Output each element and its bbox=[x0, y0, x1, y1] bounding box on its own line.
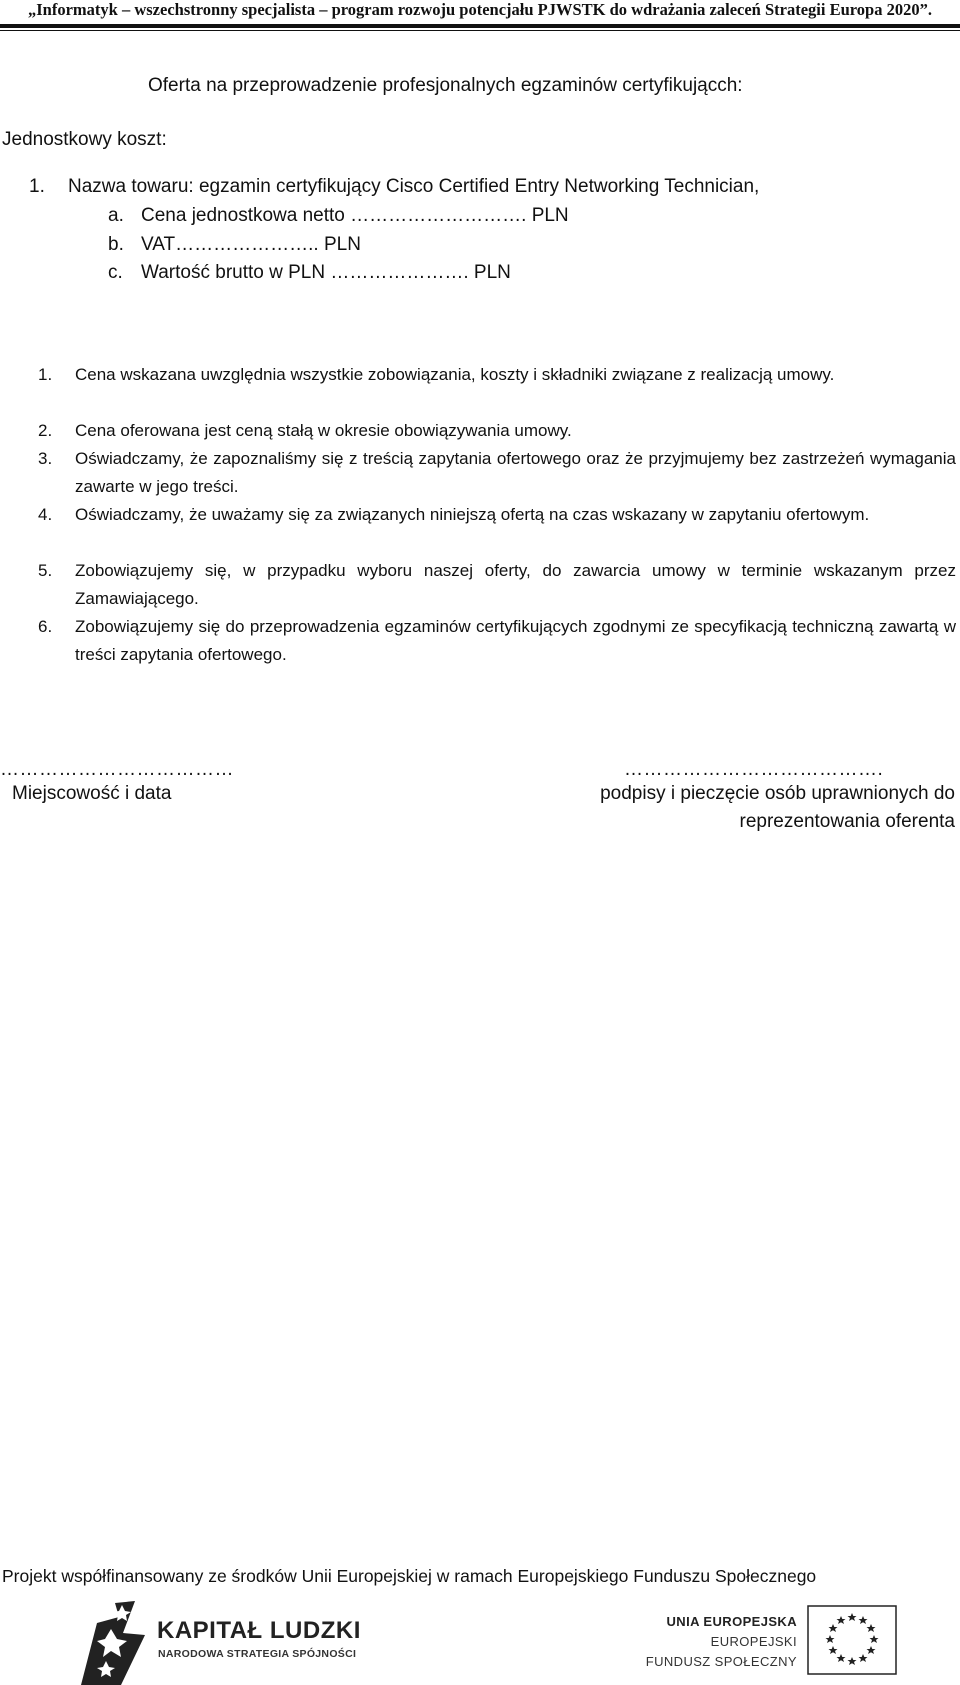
header-rule bbox=[0, 24, 960, 28]
declaration-text: Cena oferowana jest ceną stałą w okresie obowiązywania umowy. bbox=[75, 421, 572, 440]
declaration-number: 1. bbox=[38, 365, 53, 384]
item-name: Nazwa towaru: egzamin certyfikujący Cisco Certified Entry Networking Technician, bbox=[68, 176, 760, 197]
unit-cost-label: Jednostkowy koszt: bbox=[2, 129, 167, 150]
vat-field: VAT………………….. PLN bbox=[141, 234, 361, 255]
eu-label: UNIA EUROPEJSKA bbox=[666, 1614, 797, 1629]
offer-title: Oferta na przeprowadzenie profesjonalnych egzaminów certyfikującch: bbox=[148, 75, 743, 96]
declaration-number: 6. bbox=[38, 617, 53, 636]
gross-value-field: Wartość brutto w PLN …………………. PLN bbox=[141, 262, 511, 283]
place-date-line: ……………………………… bbox=[0, 759, 234, 780]
eu-flag-icon bbox=[807, 1605, 897, 1675]
sub-item-letter: b. bbox=[108, 234, 124, 255]
sub-item-letter: a. bbox=[108, 205, 124, 226]
declaration-number: 5. bbox=[38, 561, 53, 580]
eu-fund-label-continued: FUNDUSZ SPOŁECZNY bbox=[645, 1654, 797, 1669]
sub-item-letter: c. bbox=[108, 262, 123, 283]
item-number: 1. bbox=[29, 176, 45, 197]
declaration-text: Zobowiązujemy się, w przypadku wyboru naszej oferty, do zawarcia umowy w terminie wskazanym przez Zamawiającego. bbox=[75, 561, 956, 608]
declaration-text: Oświadczamy, że zapoznaliśmy się z treścią zapytania ofertowego oraz że przyjmujemy bez zastrzeżeń wymagania zawarte w jego treści. bbox=[75, 449, 956, 496]
declaration-text: Cena wskazana uwzględnia wszystkie zobowiązania, koszty i składniki związane z realizacją umowy. bbox=[75, 365, 835, 384]
net-price-field: Cena jednostkowa netto ………………………. PLN bbox=[141, 205, 569, 226]
eu-fund-label: EUROPEJSKI bbox=[710, 1634, 797, 1649]
header-rule-thin bbox=[0, 30, 960, 31]
document-header: „Informatyk – wszechstronny specjalista – program rozwoju potencjału PJWSTK do wdrażania zaleceń Strategii Europa 2020”. bbox=[28, 0, 932, 19]
cofinance-notice: Projekt współfinansowany ze środków Unii Europejskiej w ramach Europejskiego Funduszu Społecznego bbox=[2, 1566, 817, 1586]
place-date-label: Miejscowość i data bbox=[12, 783, 172, 804]
kapital-ludzki-subtitle: NARODOWA STRATEGIA SPÓJNOŚCI bbox=[158, 1648, 357, 1660]
declaration-text: Oświadczamy, że uważamy się za związanych niniejszą ofertą na czas wskazany w zapytaniu ofertowym. bbox=[75, 505, 870, 524]
declaration-number: 4. bbox=[38, 505, 53, 524]
declaration-number: 2. bbox=[38, 421, 53, 440]
kapital-ludzki-name: KAPITAŁ LUDZKI bbox=[157, 1617, 361, 1644]
signature-line: …………………………………. bbox=[624, 759, 884, 780]
signature-label-continued: reprezentowania oferenta bbox=[739, 811, 955, 832]
declaration-text: Zobowiązujemy się do przeprowadzenia egzaminów certyfikujących zgodnymi ze specyfikacją techniczną zawartą w treści zapytania ofertowego. bbox=[75, 617, 956, 664]
declaration-number: 3. bbox=[38, 449, 53, 468]
signature-label: podpisy i pieczęcie osób uprawnionych do bbox=[600, 783, 955, 804]
